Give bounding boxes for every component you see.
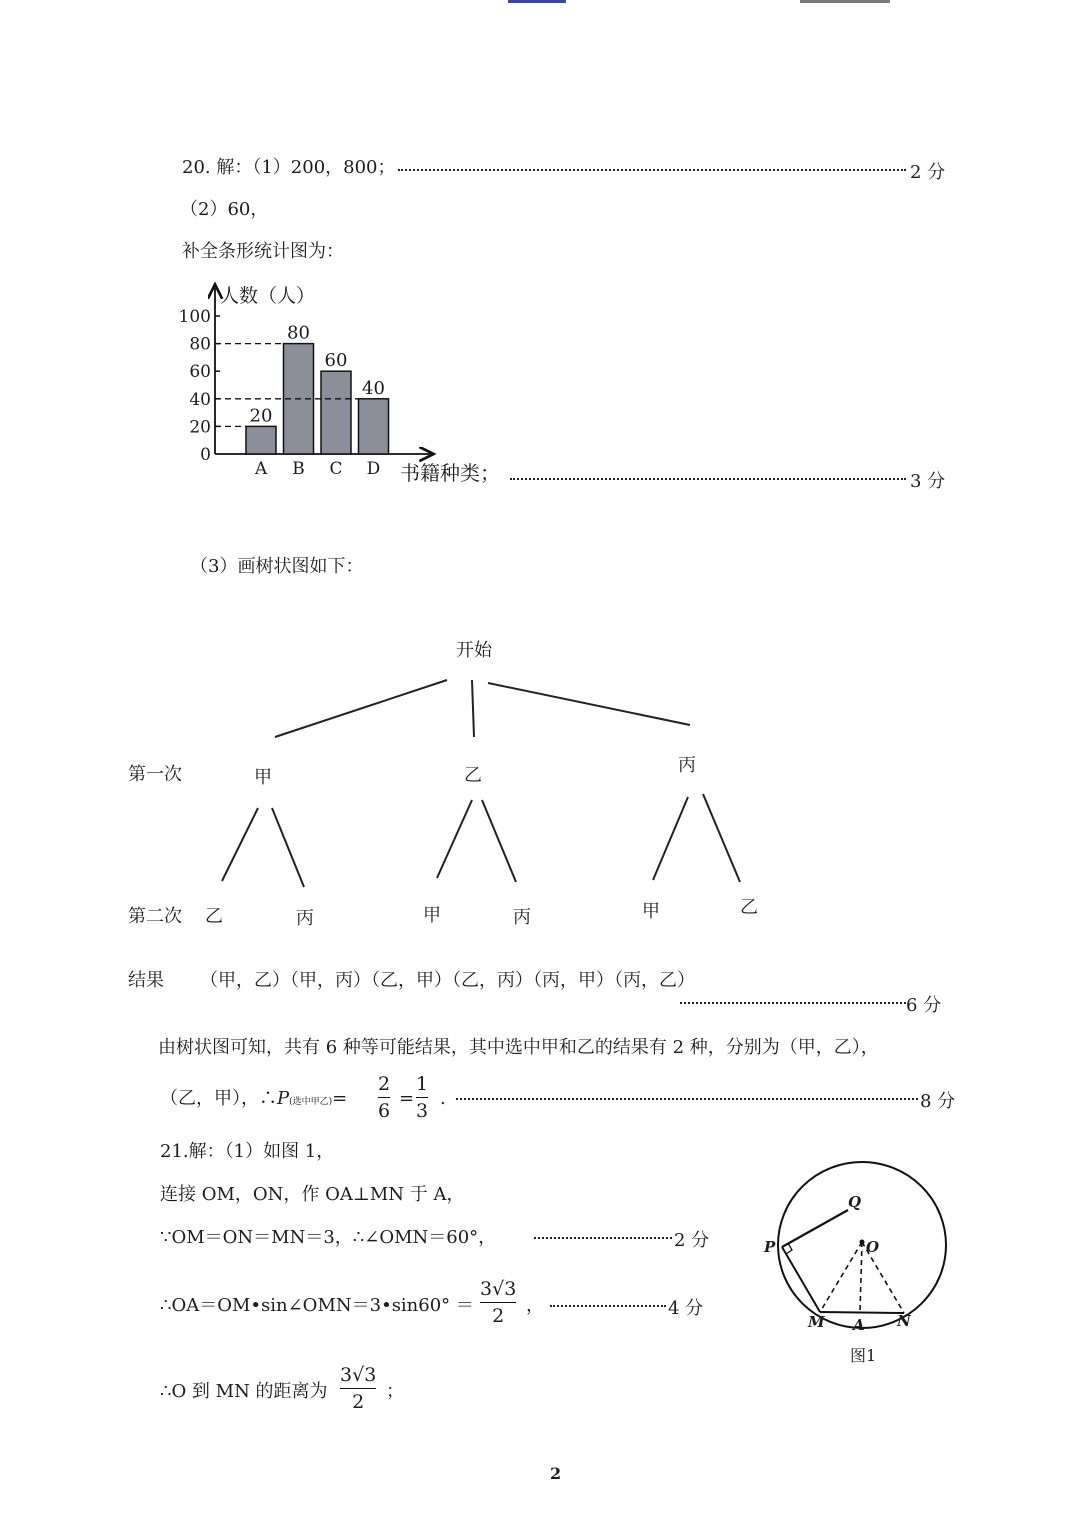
tree-node-l2: 甲: [423, 905, 441, 926]
y-tick-label: 60: [189, 362, 211, 383]
leader-dots: [398, 169, 906, 171]
tree-node-l2: 丙: [513, 907, 531, 928]
q20-part1: 20. 解：（1）200，800；: [182, 157, 396, 178]
period: .: [440, 1088, 446, 1109]
segment-OM: [820, 1242, 862, 1312]
score-label: 4 分: [668, 1298, 704, 1319]
point-label: N: [897, 1312, 911, 1330]
q20-part2: （2）60，: [180, 199, 269, 220]
point-label: M: [808, 1313, 825, 1331]
q21-line1: 连接 OM，ON，作 OA⊥MN 于 A，: [160, 1184, 465, 1205]
category-label: A: [254, 459, 268, 479]
tree-level2-label: 第二次: [128, 906, 182, 927]
complete-chart-text: 补全条形统计图为：: [182, 241, 344, 262]
data-label: 80: [287, 322, 310, 344]
point-label: Q: [848, 1193, 862, 1211]
q21-line3-tail: ，: [526, 1295, 544, 1316]
page-number: 2: [550, 1464, 562, 1483]
tree-node-l1: 丙: [678, 755, 696, 776]
data-label: 60: [324, 350, 348, 372]
q21-line4-tail: ；: [386, 1381, 404, 1402]
q21-line3: ∴OA＝OM•sin∠OMN＝3•sin60° ＝: [160, 1295, 474, 1316]
y-axis-label: 人数（人）: [220, 285, 316, 307]
y-tick-label: 20: [189, 417, 211, 438]
category-label: B: [292, 459, 305, 479]
score-label: 3 分: [910, 471, 946, 492]
bar: [321, 371, 351, 454]
point-label: O: [866, 1238, 880, 1256]
tree-node-l2: 甲: [642, 901, 660, 922]
conclusion-line2: （乙，甲），∴P(选中甲乙)=: [160, 1088, 348, 1109]
point-label: A: [853, 1316, 865, 1334]
data-label: 20: [249, 405, 273, 427]
q21-heading: 21.解：（1）如图 1，: [160, 1141, 335, 1162]
score-label: 6 分: [906, 995, 942, 1016]
tree-node-l1: 乙: [464, 765, 482, 786]
q21-line4: ∴O 到 MN 的距离为: [160, 1381, 328, 1402]
data-label: 40: [362, 377, 385, 399]
center-dot: [860, 1240, 865, 1245]
x-axis-label: 书籍种类；: [400, 461, 500, 485]
tree-node-l2: 乙: [740, 897, 758, 918]
q21-line2: ∵OM＝ON＝MN＝3，∴∠OMN＝60°，: [160, 1227, 497, 1248]
result-label: 结果: [128, 970, 164, 991]
leader-dots: [510, 478, 906, 480]
fraction: 3√3 2: [340, 1364, 377, 1413]
bar-chart: [175, 280, 455, 490]
fraction: 2 6: [378, 1073, 391, 1122]
category-label: D: [366, 459, 381, 479]
tree-level1-label: 第一次: [128, 764, 182, 785]
tree-node-l2: 乙: [205, 906, 223, 927]
bar: [359, 399, 389, 454]
segment-OA: [860, 1242, 862, 1312]
header-mark-left: [508, 0, 566, 3]
geometry-figure: [760, 1155, 960, 1370]
score-label: 2 分: [674, 1230, 710, 1251]
figure-caption: 图1: [850, 1346, 877, 1365]
conclusion-line1: 由树状图可知，共有 6 种等可能结果，其中选中甲和乙的结果有 2 种，分别为（甲，乙），: [158, 1037, 879, 1058]
segment-MN: [820, 1312, 904, 1313]
y-tick-label: 80: [189, 334, 211, 355]
category-label: C: [329, 459, 343, 479]
q20-part3: （3）画树状图如下：: [190, 556, 364, 577]
header-mark-right: [800, 0, 890, 3]
leader-dots: [550, 1305, 666, 1307]
y-tick-label: 0: [200, 445, 211, 465]
tree-root: 开始: [456, 640, 492, 661]
leader-dots: [680, 1002, 906, 1004]
fraction: 1 3: [416, 1073, 429, 1122]
tree-node-l1: 甲: [254, 767, 272, 788]
point-label: P: [764, 1238, 776, 1256]
y-tick-label: 40: [189, 389, 211, 410]
tree-node-l2: 丙: [296, 908, 314, 929]
segment-PQ: [782, 1210, 848, 1247]
fraction: 3√3 2: [480, 1278, 517, 1327]
score-label: 8 分: [920, 1091, 956, 1112]
score-label: 2 分: [910, 162, 946, 183]
leader-dots: [456, 1098, 918, 1100]
bar: [246, 426, 276, 454]
equals-sign: =: [399, 1088, 415, 1109]
leader-dots: [534, 1237, 672, 1239]
y-tick-label: 100: [178, 307, 211, 327]
result-list: （甲，乙）（甲，丙）（乙，甲）（乙，丙）（丙，甲）（丙，乙）: [200, 970, 695, 991]
